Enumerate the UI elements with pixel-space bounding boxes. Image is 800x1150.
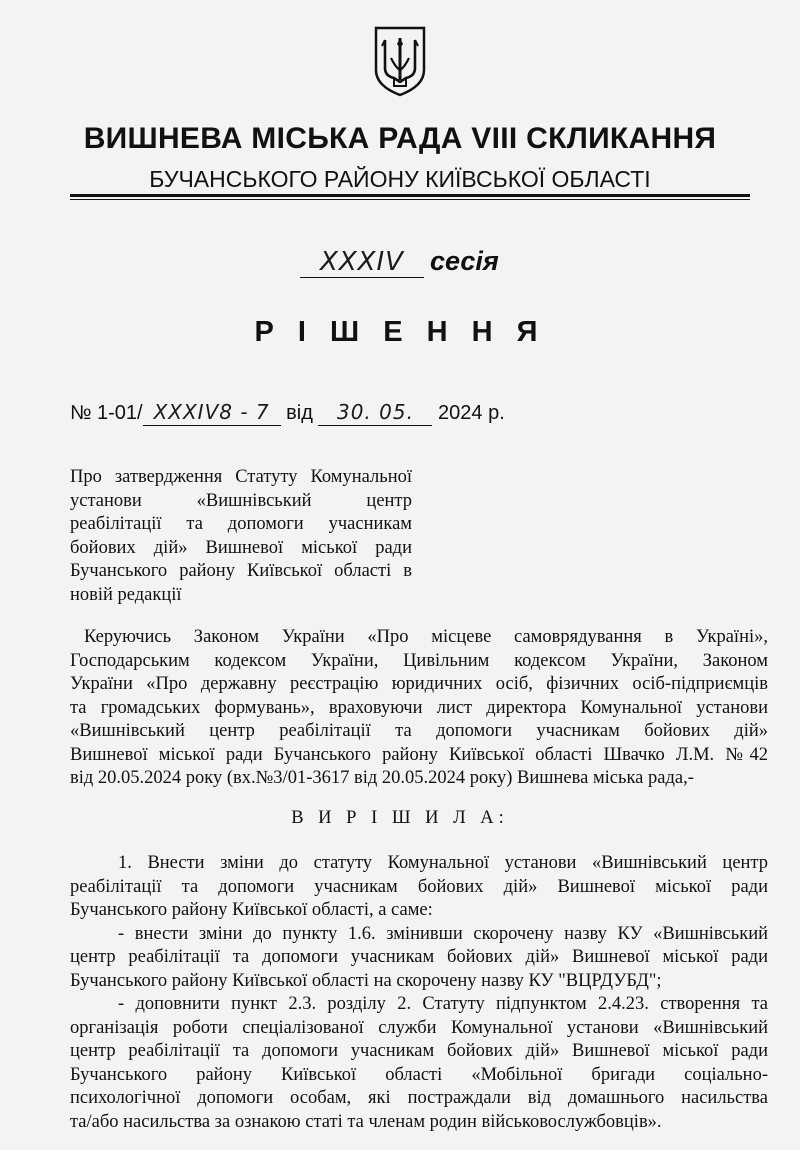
session-line bbox=[300, 246, 499, 286]
item-line: реабілітації та допомоги учасникам бойових дій» Вишневої міської ради bbox=[70, 876, 768, 897]
item-line: центр реабілітації та допомоги учасникам бойових дій» Вишневої міської ради bbox=[70, 947, 768, 967]
decision-number-prefix: № 1-01/ bbox=[70, 402, 143, 424]
item-line: Бучанського району Київської області «Мобільної бригади соціально- bbox=[70, 1064, 768, 1085]
decision-number-field bbox=[143, 400, 281, 426]
preamble-line: Господарським кодексом України, Цивільним кодексом України, Законом bbox=[70, 650, 768, 671]
session-number-field bbox=[300, 247, 424, 278]
resolution-items bbox=[70, 852, 768, 1134]
trident-coat-of-arms-icon bbox=[372, 24, 428, 98]
preamble-line: від 20.05.2024 року (вх.№3/01-3617 від 20.05.2024 року) Вишнева міська рада,- bbox=[70, 768, 694, 788]
item-line: Бучанського району Київської області, а саме: bbox=[70, 900, 433, 920]
preamble-line: України «Про державну реєстрацію юридичних осіб, фізичних осіб-підприємців bbox=[70, 674, 768, 694]
preamble-line: та громадських формувань», враховуючи лист директора Комунальної установи bbox=[70, 697, 768, 718]
date-field bbox=[318, 400, 432, 426]
date-label: від bbox=[286, 402, 313, 424]
item-line: організація роботи спеціалізованої служби Комунальної установи «Вишнівський bbox=[70, 1017, 768, 1038]
item-line: центр реабілітації та допомоги учасникам бойових дій» Вишневої міської ради bbox=[70, 1041, 768, 1061]
date-handwritten: 30. 05. bbox=[336, 400, 414, 424]
item-line: 1. Внести зміни до статуту Комунальної установи «Вишнівський центр bbox=[118, 853, 768, 873]
session-label: сесія bbox=[430, 246, 499, 276]
item-line: та/або насильства за ознакою статі та членам родин військовослужбовців». bbox=[70, 1111, 662, 1132]
decision-subject bbox=[70, 466, 412, 607]
item-line: психологічної допомоги особам, які постраждали від домашнього насильства bbox=[70, 1088, 768, 1108]
decision-number-line bbox=[70, 400, 505, 426]
preamble-line: Вишневої міської ради Бучанського району Київської області Швачко Л.М. №42 bbox=[70, 744, 768, 765]
preamble-line: «Вишнівський центр реабілітації та допомоги учасникам бойових дій» bbox=[70, 721, 768, 741]
item-line: - доповнити пункт 2.3. розділу 2. Статуту підпунктом 2.4.23. створення та bbox=[118, 994, 768, 1014]
item-line: - внести зміни до пункту 1.6. змінивши скорочену назву КУ «Вишнівський bbox=[118, 923, 768, 944]
council-name: ВИШНЕВА МІСЬКА РАДА VIII СКЛИКАННЯ bbox=[83, 122, 717, 155]
subject-line: установи «Вишнівський центр bbox=[70, 490, 412, 511]
decision-title: Р І Ш Е Н Н Я bbox=[254, 316, 546, 348]
decision-year: 2024 р. bbox=[438, 402, 505, 424]
decision-number-handwritten: XXXIV8 - 7 bbox=[153, 400, 270, 424]
subject-line: реабілітації та допомоги учасникам bbox=[70, 514, 412, 534]
preamble-line: Керуючись Законом України «Про місцеве самоврядування в Україні», bbox=[84, 627, 768, 647]
header-divider-thin bbox=[70, 199, 750, 200]
preamble bbox=[70, 626, 768, 791]
header-divider-thick bbox=[70, 194, 750, 197]
item-line: Бучанського району Київської області на скорочену назву КУ "ВЦРДУБД"; bbox=[70, 970, 662, 991]
subject-line: Бучанського району Київської області в bbox=[70, 561, 412, 581]
subject-line: новій редакції bbox=[70, 584, 182, 605]
session-number-handwritten: XXXIV bbox=[320, 247, 404, 277]
subject-line: бойових дій» Вишневої міської ради bbox=[70, 537, 412, 558]
district-name: БУЧАНСЬКОГО РАЙОНУ КИЇВСЬКОЇ ОБЛАСТІ bbox=[149, 166, 651, 192]
resolved-heading: В И Р І Ш И Л А: bbox=[291, 808, 509, 828]
subject-line: Про затвердження Статуту Комунальної bbox=[70, 467, 412, 487]
